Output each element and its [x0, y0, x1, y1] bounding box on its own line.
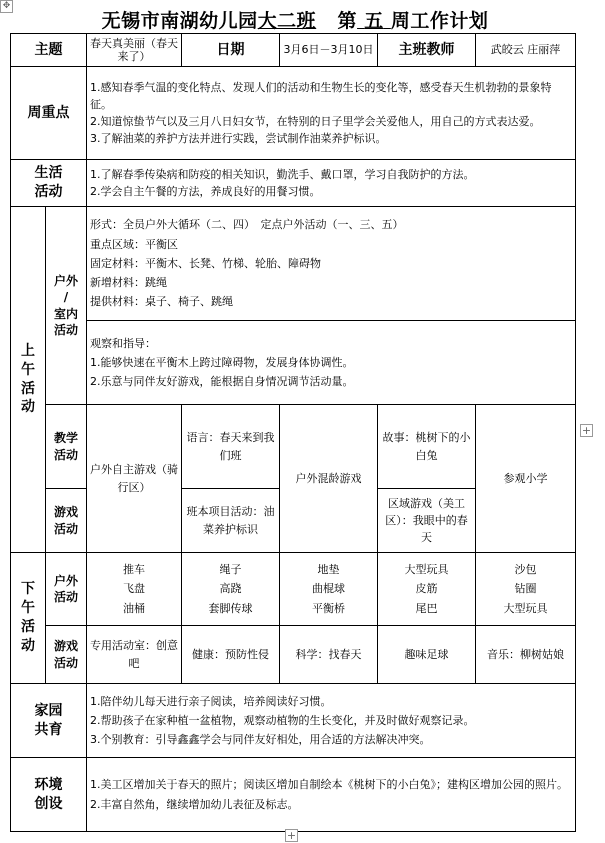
afternoon-outdoor-wed: 地垫 曲棍球 平衡桥 [280, 553, 378, 626]
morning-outdoor-label: 户外 / 室内 活动 [46, 207, 87, 405]
theme-label: 主题 [11, 34, 87, 67]
home-label: 家园 共育 [11, 684, 87, 758]
morning-outdoor-row [11, 207, 576, 321]
env-line: 1.美工区增加关于春天的照片；阅读区增加自制绘本《桃树下的小白兔》；建构区增加公园的照片。 [90, 778, 568, 792]
title-week-post: 周工作计划 [390, 10, 489, 32]
add-column-button[interactable]: + [581, 424, 592, 437]
weekly-plan-table [10, 33, 576, 832]
outdoor-line: 提供材料：桌子、椅子、跳绳 [90, 295, 233, 309]
afternoon-game-tue: 健康：预防性侵 [182, 626, 280, 684]
weekly-focus-line: 2.知道惊蛰节气以及三月八日妇女节，在特别的日子里学会关爱他人，用自己的方式表达爱。 [90, 115, 541, 128]
life-activity-label: 生活 活动 [11, 160, 87, 207]
teacher-label: 主班教师 [378, 34, 476, 67]
afternoon-outdoor-row [11, 553, 576, 626]
weekly-focus-content [87, 67, 576, 160]
game-label: 游戏 活动 [46, 489, 87, 553]
fri-cell: 参观小学 [476, 405, 576, 553]
observe-line: 观察和指导： [90, 336, 156, 350]
title-week-pre: 第 [337, 10, 358, 32]
tue-teaching-cell: 语言：春天来到我们班 [182, 405, 280, 489]
morning-observe-content [87, 321, 576, 405]
life-line: 2.学会自主午餐的方法，养成良好的用餐习惯。 [90, 185, 321, 198]
morning-outdoor-content [87, 207, 576, 321]
home-line: 1.陪伴幼儿每天进行亲子阅读，培养阅读好习惯。 [90, 694, 332, 708]
page-title [0, 6, 590, 33]
morning-observe-row [11, 321, 576, 405]
add-row-button[interactable]: + [286, 829, 297, 842]
weekly-focus-line: 1.感知春季气温的变化特点、发现人们的活动和生物生长的变化等，感受春天生机勃勃的景象特征。 [90, 80, 552, 111]
home-row [11, 684, 576, 758]
afternoon-label: 下 午 活 动 [11, 553, 46, 684]
afternoon-game-label: 游戏 活动 [46, 626, 87, 684]
afternoon-outdoor-tue: 绳子 高跷 套脚传球 [182, 553, 280, 626]
afternoon-outdoor-thu: 大型玩具 皮筋 尾巴 [378, 553, 476, 626]
title-week-num: 五 [364, 10, 384, 32]
afternoon-game-thu: 趣味足球 [378, 626, 476, 684]
header-row [11, 34, 576, 67]
wed-cell: 户外混龄游戏 [280, 405, 378, 553]
title-class: 大二班 [257, 10, 317, 32]
weekly-focus-label: 周重点 [11, 67, 87, 160]
outdoor-line: 形式：全员户外大循环（二、四） 定点户外活动（一、三、五） [90, 218, 404, 232]
thu-game-cell: 区域游戏（美工区）：我眼中的春天 [378, 489, 476, 553]
theme-value: 春天真美丽（春天来了） [87, 34, 182, 67]
env-content [87, 758, 576, 832]
env-line: 2.丰富自然角，继续增加幼儿表征及标志。 [90, 797, 299, 811]
observe-line: 2.乐意与同伴友好游戏，能根据自身情况调节活动量。 [90, 375, 354, 389]
mon-cell: 户外自主游戏（骑行区） [87, 405, 182, 553]
home-line: 3.个别教育：引导鑫鑫学会与同伴友好相处，用合适的方法解决冲突。 [90, 733, 431, 747]
teaching-label: 教学 活动 [46, 405, 87, 489]
life-activity-row [11, 160, 576, 207]
morning-teaching-row [11, 405, 576, 489]
env-row [11, 758, 576, 832]
morning-label: 上 午 活 动 [11, 207, 46, 553]
life-line: 1.了解春季传染病和防疫的相关知识，勤洗手、戴口罩，学习自我防护的方法。 [90, 167, 475, 181]
observe-line: 1.能够快速在平衡木上跨过障碍物，发展身体协调性。 [90, 355, 354, 369]
tue-game-cell: 班本项目活动：油菜养护标识 [182, 489, 280, 553]
afternoon-game-wed: 科学：找春天 [280, 626, 378, 684]
date-value: 3月6日－3月10日 [280, 34, 378, 67]
home-content [87, 684, 576, 758]
afternoon-game-fri: 音乐：柳树姑娘 [476, 626, 576, 684]
home-line: 2.帮助孩子在家种植一盆植物，观察动植物的生长变化，并及时做好观察记录。 [90, 713, 475, 727]
env-label: 环境 创设 [11, 758, 87, 832]
afternoon-game-row [11, 626, 576, 684]
title-school: 无锡市南湖幼儿园 [101, 10, 258, 32]
outdoor-line: 新增材料：跳绳 [90, 276, 167, 290]
teacher-value: 武皎云 庄丽萍 [476, 34, 576, 67]
outdoor-line: 固定材料：平衡木、长凳、竹梯、轮胎、障碍物 [90, 256, 321, 270]
table-move-handle[interactable]: ✥ [0, 0, 13, 13]
afternoon-outdoor-label: 户外 活动 [46, 553, 87, 626]
weekly-focus-row [11, 67, 576, 160]
afternoon-outdoor-fri: 沙包 钻圈 大型玩具 [476, 553, 576, 626]
date-label: 日期 [182, 34, 280, 67]
thu-teaching-cell: 故事：桃树下的小白兔 [378, 405, 476, 489]
weekly-focus-line: 3.了解油菜的养护方法并进行实践，尝试制作油菜养护标识。 [90, 132, 387, 146]
afternoon-outdoor-mon: 推车 飞盘 油桶 [87, 553, 182, 626]
outdoor-line: 重点区域：平衡区 [90, 237, 178, 251]
afternoon-game-mon: 专用活动室：创意吧 [87, 626, 182, 684]
life-activity-content [87, 160, 576, 207]
